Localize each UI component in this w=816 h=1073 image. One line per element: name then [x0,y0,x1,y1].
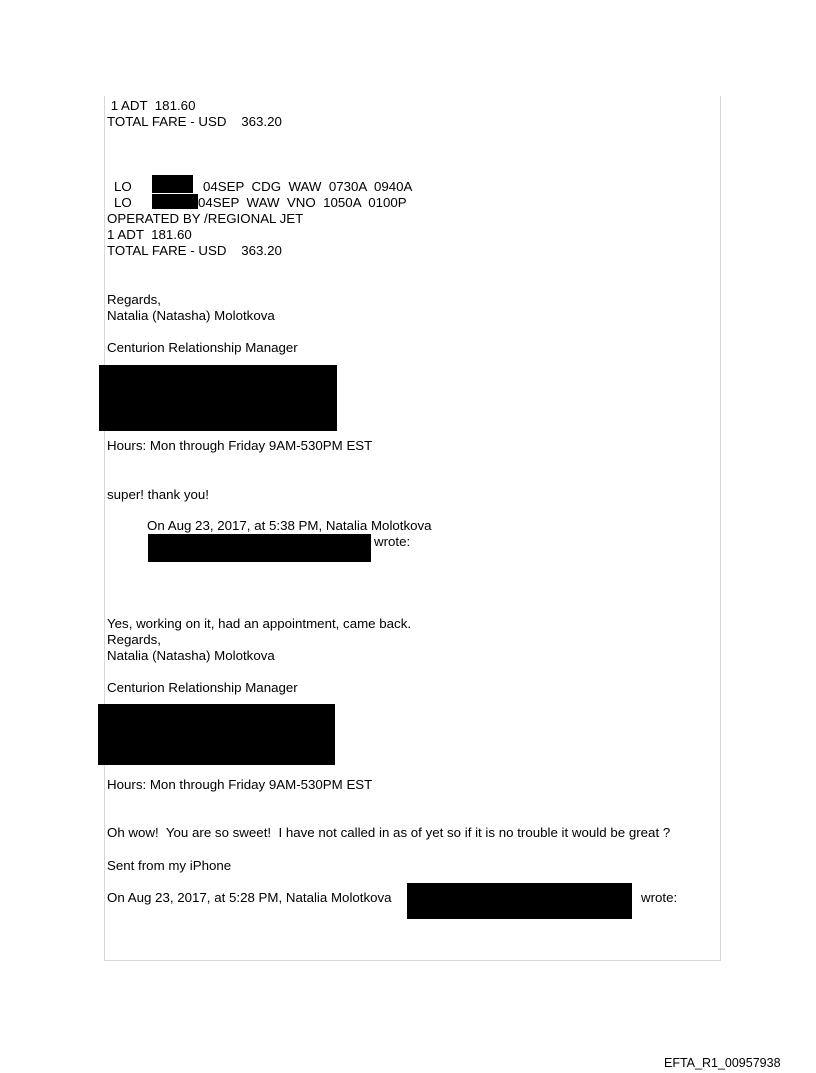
signature-hours: Hours: Mon through Friday 9AM-530PM EST [107,777,373,792]
redaction-block [152,175,193,193]
signature-name: Natalia (Natasha) Molotkova [107,308,275,323]
redaction-block [98,704,335,765]
segment-1-airline: LO [114,179,132,194]
segment-1-details: 04SEP CDG WAW 0730A 0940A [203,179,413,194]
segment-2-airline: LO [114,195,132,210]
signature-name: Natalia (Natasha) Molotkova [107,648,275,663]
redaction-block [148,534,371,562]
redaction-block [99,365,337,431]
quote-header: On Aug 23, 2017, at 5:38 PM, Natalia Molotkova [147,518,432,533]
sent-from-line: Sent from my iPhone [107,858,232,873]
signature-title: Centurion Relationship Manager [107,680,298,695]
signature-title: Centurion Relationship Manager [107,340,298,355]
redaction-block [152,194,198,209]
document-id: EFTA_R1_00957938 [664,1056,781,1070]
message-body: Oh wow! You are so sweet! I have not called in as of yet so if it is no trouble it would be great ? [107,825,671,840]
quote-header: On Aug 23, 2017, at 5:28 PM, Natalia Molotkova [107,890,392,905]
message-body: Yes, working on it, had an appointment, came back. [107,616,412,631]
reply-text: super! thank you! [107,487,210,502]
operated-by-line: OPERATED BY /REGIONAL JET [107,211,304,226]
segment-2-details: 04SEP WAW VNO 1050A 0100P [198,195,407,210]
signature-regards: Regards, [107,292,161,307]
fare-total-line: TOTAL FARE - USD 363.20 [107,114,282,129]
itinerary-total-line: TOTAL FARE - USD 363.20 [107,243,282,258]
itinerary-adt-line: 1 ADT 181.60 [107,227,192,242]
signature-hours: Hours: Mon through Friday 9AM-530PM EST [107,438,373,453]
quote-wrote: wrote: [374,534,411,549]
signature-regards: Regards, [107,632,161,647]
quote-wrote: wrote: [641,890,678,905]
fare-adt-line: 1 ADT 181.60 [107,98,196,113]
redaction-block [407,883,632,919]
